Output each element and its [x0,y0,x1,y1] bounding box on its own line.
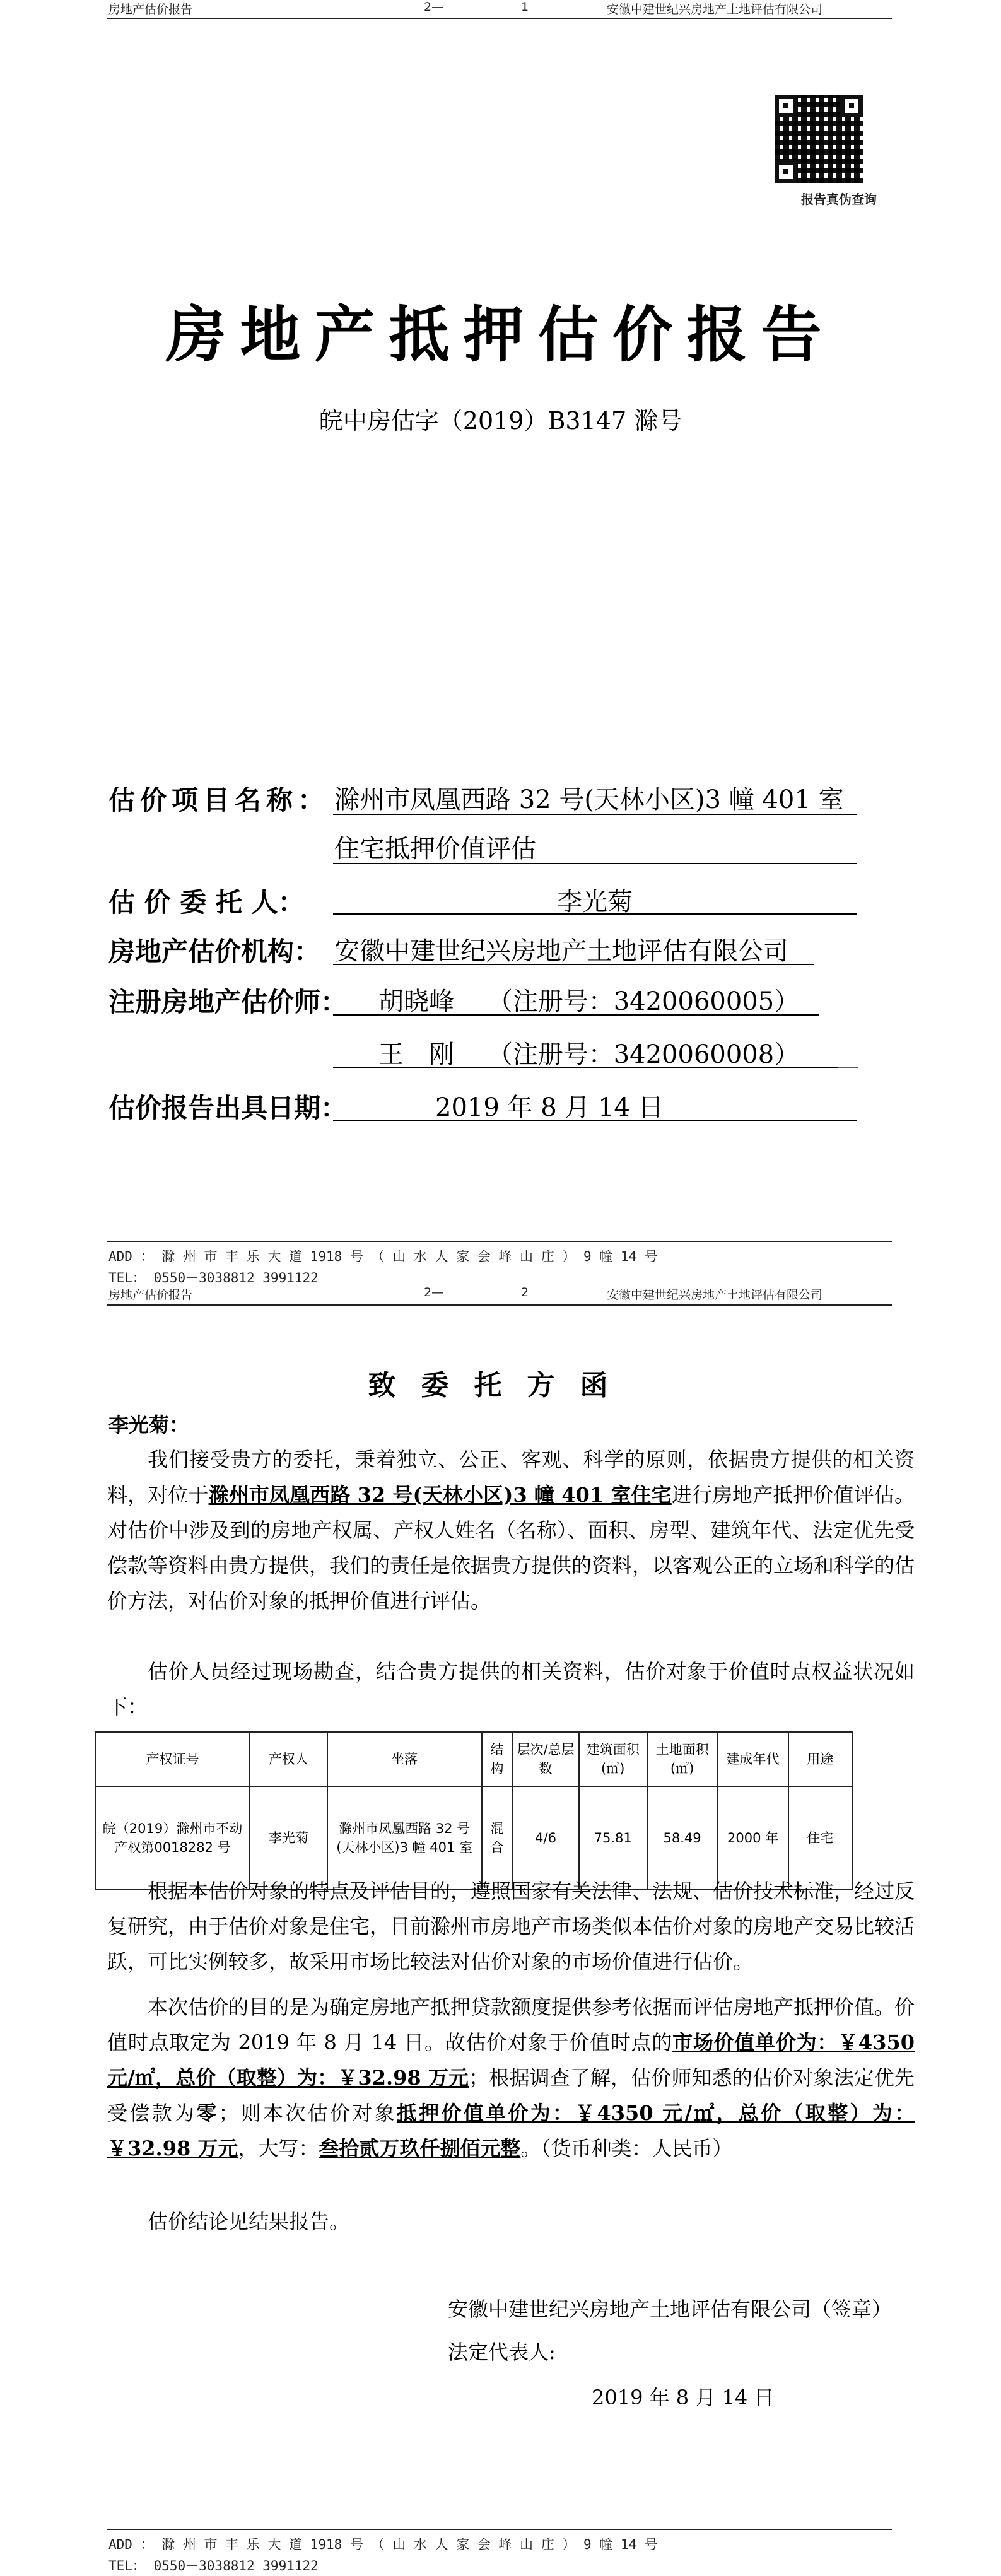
agency-underline [333,964,814,965]
report-number: 皖中房估字（2019）B3147 滁号 [319,407,682,435]
appraiser-label: 注册房地产估价师： [108,986,348,1017]
table-header-row [95,1732,852,1786]
header-page-number: 1 [521,0,529,14]
table-cell: 滁州市凤凰西路 32 号(天林小区)3 幢 401 室 [327,1786,482,1890]
date-value: 2019 年 8 月 14 日 [435,1093,664,1122]
table-header: 建成年代 [718,1732,788,1786]
project-underline-2 [333,863,857,864]
table-cell: 李光菊 [250,1786,327,1890]
footer-address: ADD ： 滁 州 市 丰 乐 大 道 1918 号 （ 山 水 人 家 会 峰 山 庄 ） 9 幢 14 号 [108,1249,658,1264]
appraiser-1: 胡晓峰 （注册号：3420060005） [378,987,800,1016]
property-address: 滁州市凤凰西路 32 号(天林小区)3 幢 401 室住宅 [208,1483,672,1507]
date-label: 估价报告出具日期： [108,1092,348,1123]
signature-company: 安徽中建世纪兴房地产土地评估有限公司（签章） [448,2297,893,2321]
client-value: 李光菊 [557,887,633,916]
letter-title: 致委托方函 [368,1369,633,1402]
project-underline-1 [333,814,857,815]
red-mark [838,1067,858,1068]
table-header: 用途 [788,1732,852,1786]
header-center: 2— [424,0,444,14]
table-header: 产权证号 [95,1732,250,1786]
footer-rule [107,1241,892,1242]
header-left: 房地产估价报告 [108,3,193,16]
table-header: 坐落 [327,1732,482,1786]
appraiser-1-underline [333,1014,819,1016]
client-label: 估 价 委 托 人： [108,887,305,918]
qr-caption: 报告真伪查询 [801,192,877,207]
property-table [95,1731,853,1890]
header-page-number: 2 [521,1285,529,1299]
table-cell: 75.81 [579,1786,647,1890]
table-header: 产权人 [250,1732,327,1786]
footer-address: ADD ： 滁 州 市 丰 乐 大 道 1918 号 （ 山 水 人 家 会 峰 山 庄 ） 9 幢 14 号 [108,2537,658,2552]
table-header: 层次/总层数 [512,1732,579,1786]
table-header: 建筑面积(㎡) [579,1732,647,1786]
qr-code-icon[interactable] [775,95,863,183]
header-right: 安徽中建世纪兴房地产土地评估有限公司 [607,1288,823,1302]
project-label: 估价项目名称： [108,785,330,816]
signature-representative: 法定代表人: [448,2340,556,2364]
table-cell: 住宅 [788,1786,852,1890]
paragraph-4: 本次估价的目的是为确定房地产抵押贷款额度提供参考依据而评估房地产抵押价值。价值时点取定为 2019 年 8 月 14 日。故估价对象于价值时点的市场价值单价为：￥4350 元/㎡，总价（取整）为：￥32.98 万元；根据调查了解，估价师知悉的估价对象法定优先受偿款为零；则本次估价对象抵押价值单价为：￥4350 元/㎡，总价（取整）为：￥32.98 万元，大写：叁拾贰万玖仟捌佰元整。（货币种类：人民币） [107,1995,915,2160]
paragraph-5: 估价结论见结果报告。 [148,2210,350,2234]
agency-value: 安徽中建世纪兴房地产土地评估有限公司 [334,937,788,966]
paragraph-1: 我们接受贵方的委托，秉着独立、公正、客观、科学的原则，依据贵方提供的相关资料，对位于滁州市凤凰西路 32 号(天林小区)3 幢 401 室住宅进行房地产抵押价值评估。对估价中涉及到的房地产权属、产权人姓名（名称）、面积、房型、建筑年代、法定优先受偿款等资料由贵方提供，我们的责任是依据贵方提供的资料，以客观公正的立场和科学的估价方法，对估价对象的抵押价值进行评估。 [107,1448,915,1613]
project-value-line1: 滁州市凤凰西路 32 号(天林小区)3 幢 401 室 [334,785,844,814]
salutation: 李光菊： [108,1413,190,1437]
header-right: 安徽中建世纪兴房地产土地评估有限公司 [607,3,823,16]
paragraph-3: 根据本估价对象的特点及评估目的，遵照国家有关法律、法规、估价技术标准，经过反复研究，由于估价对象是住宅，目前滁州市房地产市场类似本估价对象的房地产交易比较活跃，可比实例较多，故采用市场比较法对估价对象的市场价值进行估价。 [107,1879,915,1974]
table-cell: 2000 年 [718,1786,788,1890]
report-title: 房地产抵押估价报告 [165,299,836,370]
table-cell: 58.49 [647,1786,718,1890]
footer-rule [107,2529,892,2530]
client-underline [333,913,857,915]
table-cell: 4/6 [512,1786,579,1890]
header-center: 2— [424,1285,444,1299]
market-value: 市场价值单价为：￥4350 元/㎡，总价（取整）为：￥32.98 万元 [107,2030,915,2090]
appraiser-2: 王 刚 （注册号：3420060008） [378,1040,800,1069]
table-cell: 混合 [482,1786,513,1890]
header-left: 房地产估价报告 [108,1288,193,1302]
signature-date: 2019 年 8 月 14 日 [592,2386,775,2409]
project-value-line2: 住宅抵押价值评估 [334,834,536,864]
amount-in-words: 叁拾贰万玖仟捌佰元整 [319,2136,521,2160]
header-rule [107,1304,892,1306]
table-header: 土地面积(㎡) [647,1732,718,1786]
date-underline [333,1120,857,1121]
header-rule [107,18,892,19]
table-cell: 皖（2019）滁州市不动产权第0018282 号 [95,1786,250,1890]
footer-tel: TEL： 0550－3038812 3991122 [108,1270,319,1285]
paragraph-2: 估价人员经过现场勘查，结合贵方提供的相关资料，估价对象于价值时点权益状况如下： [107,1660,915,1719]
appraiser-2-underline [333,1067,838,1068]
footer-tel: TEL： 0550－3038812 3991122 [108,2558,319,2573]
mortgage-value: 抵押价值单价为：￥4350 元/㎡，总价（取整）为：￥32.98 万元 [107,2101,915,2160]
table-header: 结构 [482,1732,513,1786]
agency-label: 房地产估价机构： [108,936,321,967]
